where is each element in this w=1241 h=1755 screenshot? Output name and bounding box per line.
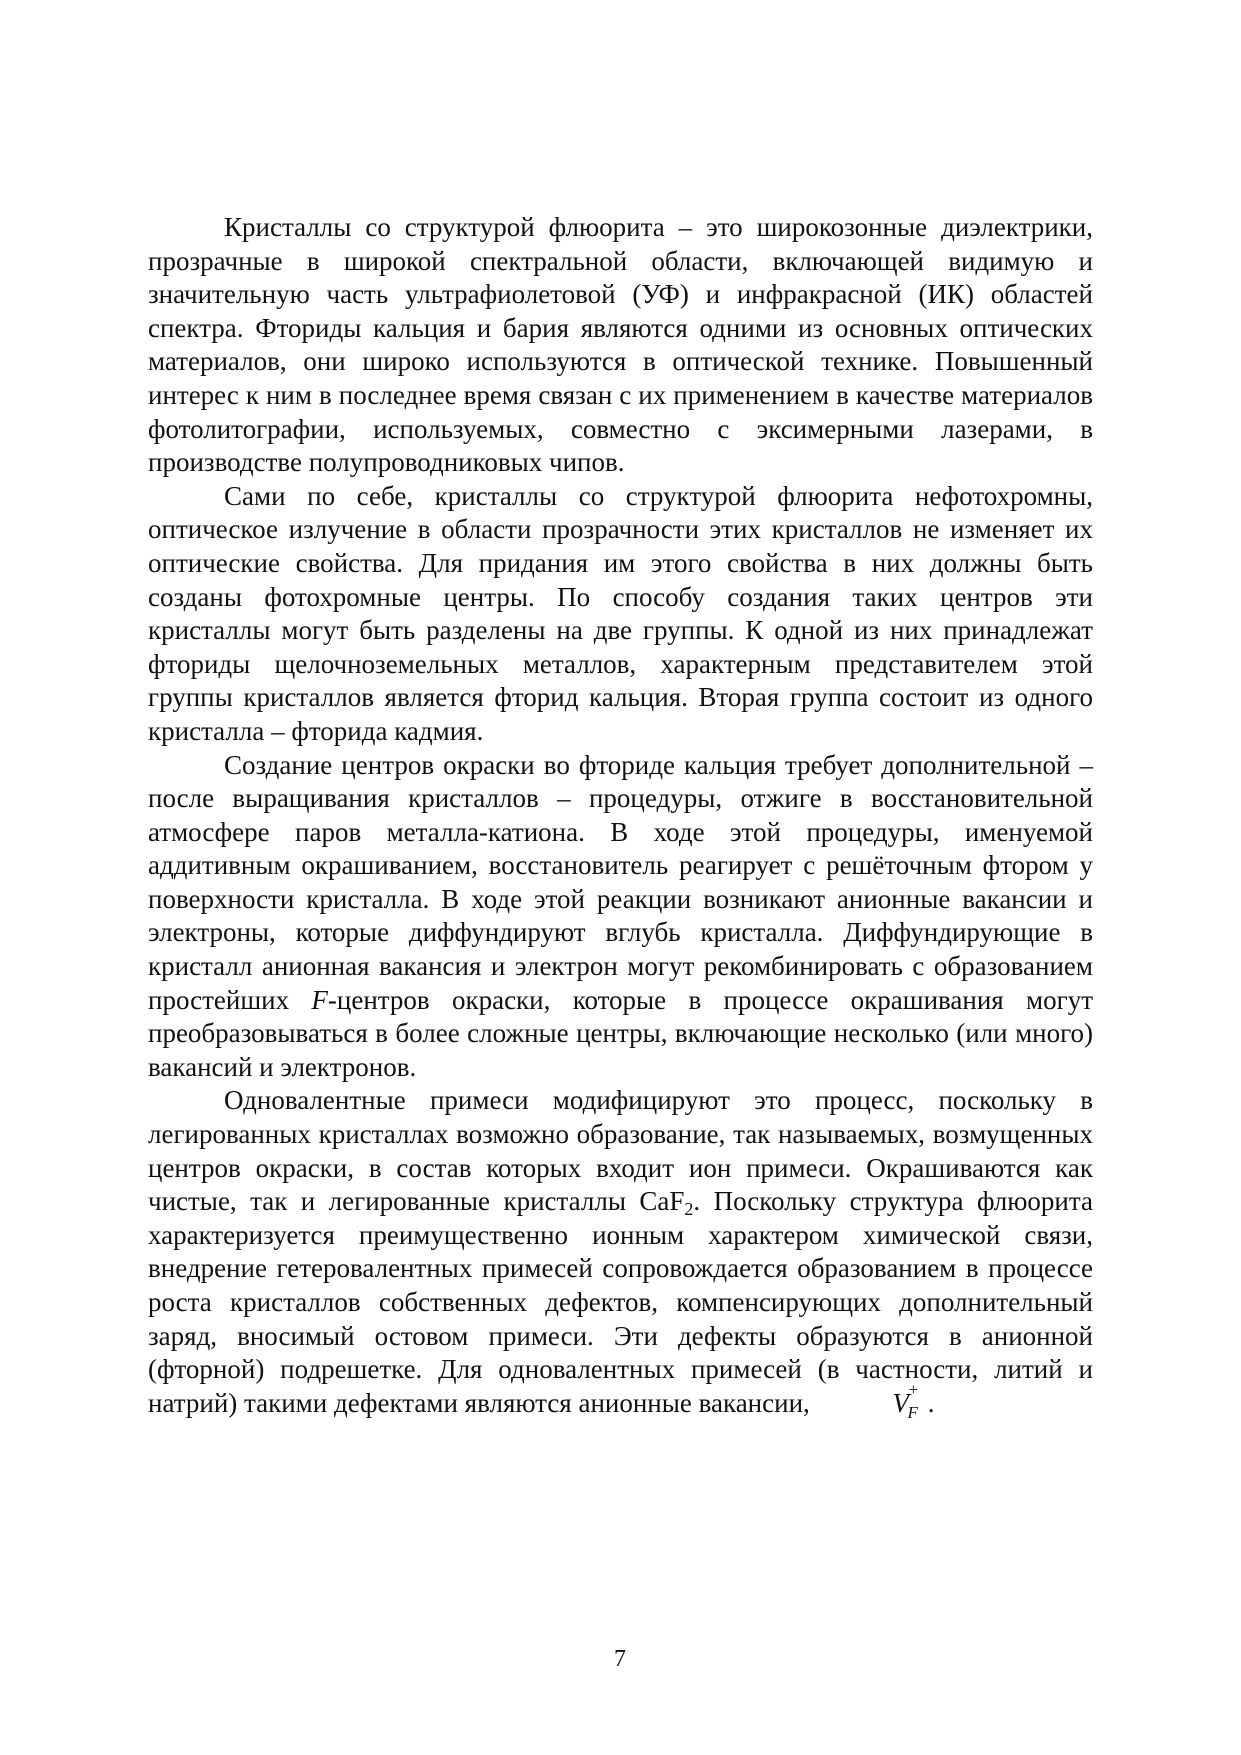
body-text [148,211,1093,1420]
caf2-subscript: 2 [684,1199,694,1220]
vacancy-subscript: F [907,1402,918,1422]
anion-vacancy-formula [817,1379,922,1422]
vacancy-charge-superscript: + [908,1379,919,1399]
paragraph-monovalent-impurities-text-2: . Поскольку структура флюорита характеризуется преимущественно ионным характером химической связи, внедрение гетеровалентных примесей сопровождается образованием в процессе роста кристаллов собственных дефектов, компенсирующих дополнительный заряд, вносимый остовом примеси. Эти дефекты образуются в анионной (фторной) подрешетке. Для одновалентных примесей (в частности, литий и натрий) такими дефектами являются анионные вакансии, [148,1186,1093,1418]
vacancy-symbol: V [892,1387,910,1418]
paragraph-additive-coloring-text-2: -центров окраски, которые в процессе окрашивания могут преобразовываться в более сложные центры, включающие несколько (или много) вакансий и электронов. [148,984,1093,1082]
f-center-symbol: F [311,984,328,1015]
paragraph-monovalent-impurities-text-3: . [921,1387,935,1418]
page-number: 7 [614,1646,626,1672]
paragraph-monovalent-impurities-text-1: Одновалентные примеси модифицируют это процесс, поскольку в легированных кристаллах возможно образование, так называемых, возмущенных центров окраски, в состав которых входит ион примеси. Окрашиваются как чистые, так и легированные кристаллы CaF [148,1085,1093,1217]
paragraph-photochromic-centers: Сами по себе, кристаллы со структурой флюорита нефотохромны, оптическое излучение в области прозрачности этих кристаллов не изменяет их оптические свойства. Для придания им этого свойства в них должны быть созданы фотохромные центры. По способу создания таких центров эти кристаллы могут быть разделены на две группы. К одной из них принадлежат фториды щелочноземельных металлов, характерным представителем этой группы кристаллов является фторид кальция. Вторая группа состоит из одного кристалла – фторида кадмия. [148,480,1093,746]
paragraph-fluorite-crystals: Кристаллы со структурой флюорита – это широкозонные диэлектрики, прозрачные в широкой спектральной области, включающей видимую и значительную часть ультрафиолетовой (УФ) и инфракрасной (ИК) областей спектра. Фториды кальция и бария являются одними из основных оптических материалов, они широко используются в оптической технике. Повышенный интерес к ним в последнее время связан с их применением в качестве материалов фотолитографии, используемых, совместно с эксимерными лазерами, в производстве полупроводниковых чипов. [148,212,1093,478]
paragraph-additive-coloring-text-1: Создание центров окраски во фториде кальция требует дополнительной – после выращивания кристаллов – процедуры, отжиге в восстановительной атмосфере паров металла-катиона. В ходе этой процедуры, именуемой аддитивным окрашиванием, восстановитель реагирует с решёточным фтором у поверхности кристалла. В ходе этой реакции возникают анионные вакансии и электроны, которые диффундируют вглубь кристалла. Диффундирующие в кристалл анионная вакансия и электрон могут рекомбинировать с образованием простейших [148,749,1093,1015]
paragraph-monovalent-impurities [148,1084,1093,1420]
paragraph-additive-coloring [148,749,1093,1085]
